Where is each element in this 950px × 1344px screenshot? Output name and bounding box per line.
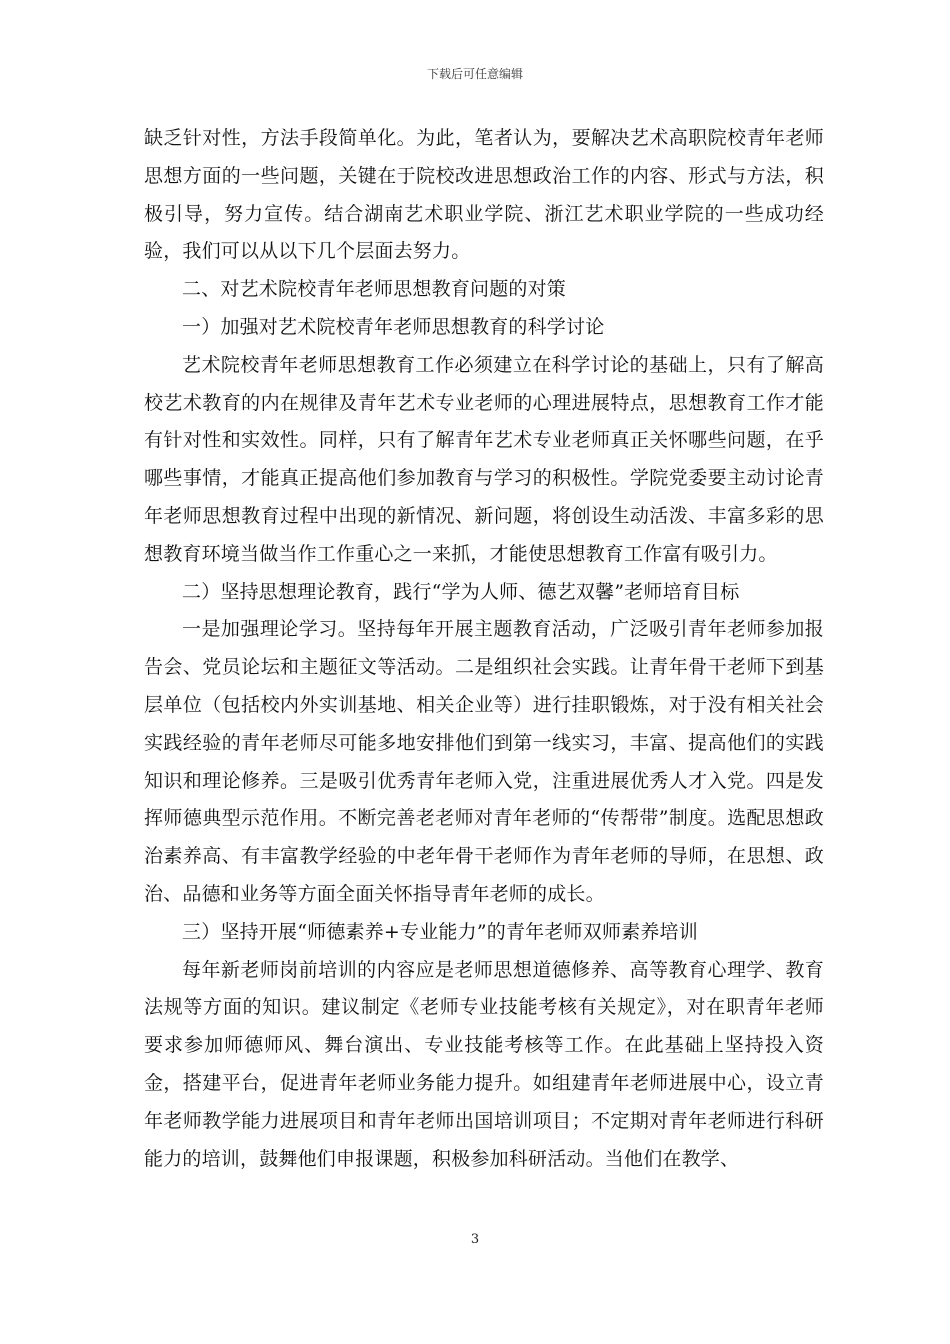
page-number: 3 <box>470 1232 480 1247</box>
paragraph-continued-intro: 缺乏针对性，方法手段简单化。为此，笔者认为，要解决艺术高职院校青年老师思想方面的一些问题，关键在于院校改进思想政治工作的内容、形式与方法，积极引导，努力宣传。结合湖南艺术职业学院、浙江艺术职业学院的一些成功经验，我们可以从以下几个层面去努力。 <box>144 127 824 263</box>
document-body <box>144 120 824 1178</box>
page-header-note: 下载后可任意编辑 <box>426 67 523 81</box>
subheading-dual-training: 三）坚持开展“师德素养+专业能力”的青年老师双师素养培训 <box>182 920 698 943</box>
subheading-theory-education: 二）坚持思想理论教育，践行“学为人师、德艺双馨”老师培育目标 <box>182 580 740 603</box>
paragraph-dual-training: 每年新老师岗前培训的内容应是老师思想道德修养、高等教育心理学、教育法规等方面的知识。建议制定《老师专业技能考核有关规定》，对在职青年老师要求参加师德师风、舞台演出、专业技能考核等工作。在此基础上坚持投入资金，搭建平台，促进青年老师业务能力提升。如组建青年老师进展中心，设立青年老师教学能力进展项目和青年老师出国培训项目；不定期对青年老师进行科研能力的培训，鼓舞他们申报课题，积极参加科研活动。当他们在教学、 <box>144 958 824 1170</box>
section-heading-countermeasures: 二、对艺术院校青年老师思想教育问题的对策 <box>182 278 567 301</box>
paragraph-scientific-discussion: 艺术院校青年老师思想教育工作必须建立在科学讨论的基础上，只有了解高校艺术教育的内在规律及青年艺术专业老师的心理进展特点，思想教育工作才能有针对性和实效性。同样，只有了解青年艺术专业老师真正关怀哪些问题，在乎哪些事情，才能真正提高他们参加教育与学习的积极性。学院党委要主动讨论青年老师思想教育过程中出现的新情况、新问题，将创设生动活泼、丰富多彩的思想教育环境当做当作工作重心之一来抓，才能使思想教育工作富有吸引力。 <box>144 353 824 565</box>
paragraph-theory-education: 一是加强理论学习。坚持每年开展主题教育活动，广泛吸引青年老师参加报告会、党员论坛和主题征文等活动。二是组织社会实践。让青年骨干老师下到基层单位（包括校内外实训基地、相关企业等）进行挂职锻炼，对于没有相关社会实践经验的青年老师尽可能多地安排他们到第一线实习，丰富、提高他们的实践知识和理论修养。三是吸引优秀青年老师入党，注重进展优秀人才入党。四是发挥师德典型示范作用。不断完善老老师对青年老师的“传帮带”制度。选配思想政治素养高、有丰富教学经验的中老年骨干老师作为青年老师的导师，在思想、政治、品德和业务等方面全面关怀指导青年老师的成长。 <box>144 618 824 905</box>
subheading-scientific-discussion: 一）加强对艺术院校青年老师思想教育的科学讨论 <box>182 315 605 338</box>
